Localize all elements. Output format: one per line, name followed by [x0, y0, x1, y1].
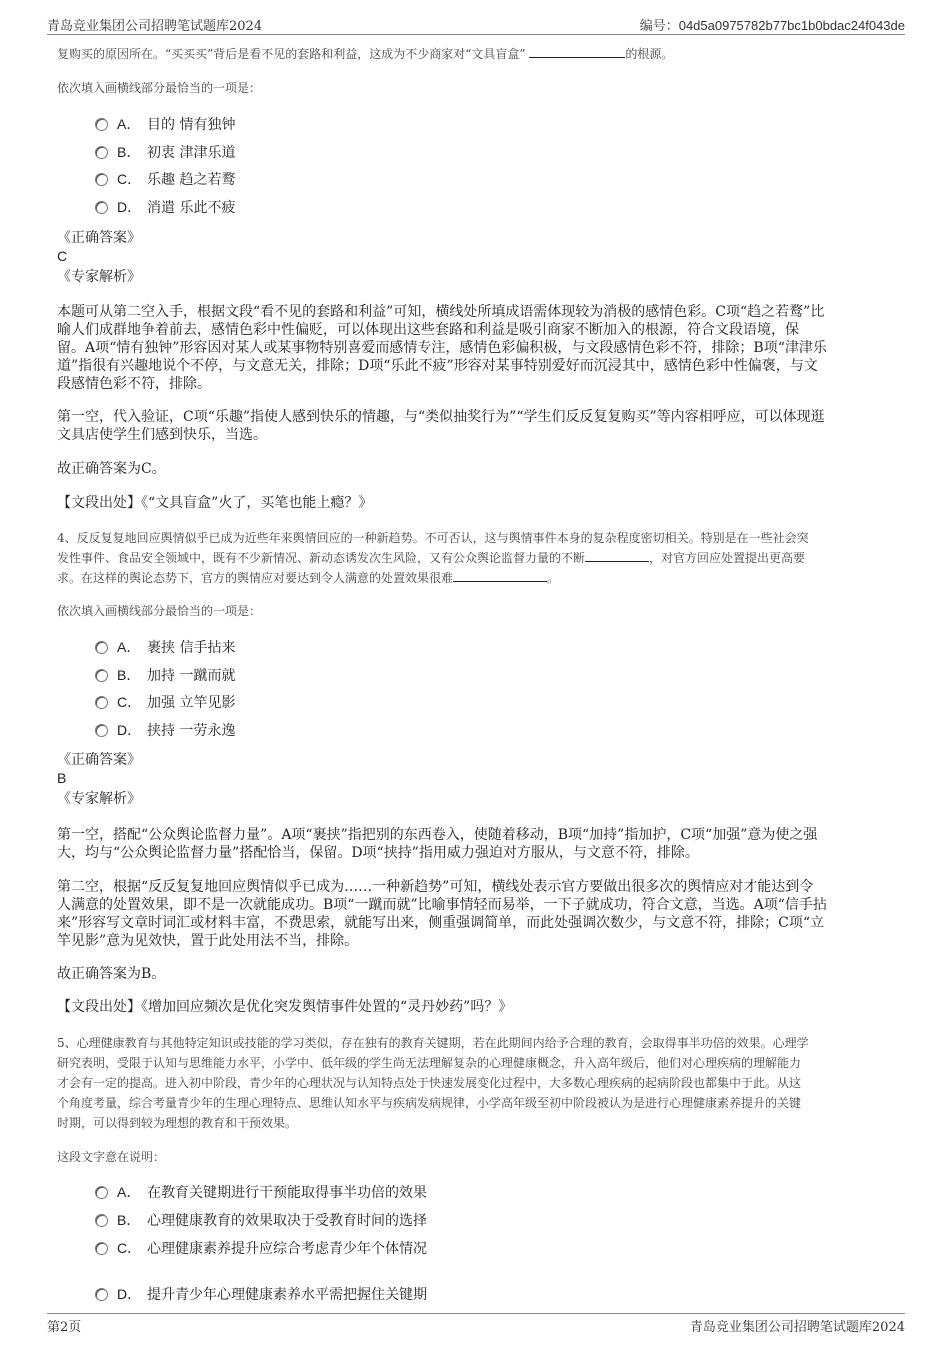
- q3-answer-label: 《正确答案》: [57, 230, 141, 246]
- q5-prompt: 这段文字意在说明：: [57, 1150, 166, 1164]
- radio-icon[interactable]: [95, 696, 108, 709]
- q3-analysis-p1: 本题可从第二空入手，根据文段“看不见的套路和利益”可知，横线处所填成语需体现较为消极的感情色彩。C项“趋之若鹜”比 喻人们成群地争着前去，感情色彩中性偏贬，可以体现出这些套路和利益是吸引商家不断加入的根源，符合文段语境，保 留。A项“情有独钟”形容因对某人或某事物特别喜爱而感情专注，感情色彩偏积极，与文段感情色彩不符，排除；B项“津津乐 道”指很有兴趣地说个不停，与文意无关，排除；D项“乐此不疲”形容对某事特别爱好而沉浸其中，感情色彩中性偏褒，与文 段感情色彩不符，排除。: [57, 304, 827, 392]
- page-footer: [47, 1313, 905, 1336]
- q5-option-d[interactable]: D． 提升青少年心理健康素养水平需把握住关键期: [95, 1284, 427, 1304]
- radio-icon[interactable]: [95, 173, 108, 186]
- q4-conclusion: 故正确答案为B。: [57, 966, 166, 982]
- radio-icon[interactable]: [95, 146, 108, 159]
- blank: [529, 45, 625, 58]
- q3-answer: C: [57, 248, 68, 264]
- page-header: [47, 12, 905, 35]
- q4-passage: 4、反反复复地回应舆情似乎已成为近些年来舆情回应的一种新趋势。不可否认，这与舆情事件本身的复杂程度密切相关。特别是在一些社会突 发性事件、食品安全领域中，既有不少新情况、新动态诱发次生风险，又有公众舆论监督力量的不断 ，对官方回应处置提出更高要 求。在这样的舆论态势下，官方的舆情应对要达到令人满意的处置效果很难 。: [57, 531, 809, 585]
- header-title: 青岛竞业集团公司招聘笔试题库2024: [47, 19, 263, 34]
- q4-source: 【文段出处】《增加回应频次是优化突发舆情事件处置的“灵丹妙药”吗？》: [57, 999, 513, 1015]
- radio-icon[interactable]: [95, 1214, 108, 1227]
- q4-option-d[interactable]: D． 挟持 一劳永逸: [95, 720, 235, 740]
- radio-icon[interactable]: [95, 1186, 108, 1199]
- q3-analysis-p2: 第一空，代入验证，C项“乐趣”指使人感到快乐的情趣，与“类似抽奖行为”“学生们反反复复购买”等内容相呼应，可以体现逛 文具店使学生们感到快乐，当选。: [57, 409, 825, 443]
- q4-option-c[interactable]: C． 加强 立竿见影: [95, 692, 235, 712]
- radio-icon[interactable]: [95, 669, 108, 682]
- q3-conclusion: 故正确答案为C。: [57, 461, 166, 477]
- radio-icon[interactable]: [95, 1242, 108, 1255]
- footer-title: 青岛竞业集团公司招聘笔试题库2024: [689, 1320, 905, 1335]
- radio-icon[interactable]: [95, 641, 108, 654]
- radio-icon[interactable]: [95, 201, 108, 214]
- q3-option-d[interactable]: D． 消遣 乐此不疲: [95, 197, 235, 217]
- q5-option-c[interactable]: C． 心理健康素养提升应综合考虑青少年个体情况: [95, 1238, 427, 1258]
- q3-prompt: 依次填入画横线部分最恰当的一项是：: [57, 81, 262, 95]
- blank: [453, 569, 547, 582]
- q4-analysis-label: 《专家解析》: [57, 791, 141, 807]
- doc-code: 04d5a0975782b77bc1b0bdac24f043de: [678, 18, 905, 33]
- q4-option-b[interactable]: B． 加持 一蹴而就: [95, 665, 235, 685]
- q5-option-a[interactable]: A． 在教育关键期进行干预能取得事半功倍的效果: [95, 1182, 427, 1202]
- q3-passage: 复购买的原因所在。“买买买”背后是看不见的套路和利益，这成为不少商家对“文具盲盒” 的根源。: [57, 47, 674, 61]
- q4-answer-label: 《正确答案》: [57, 752, 141, 768]
- q3-analysis-label: 《专家解析》: [57, 269, 141, 285]
- q3-source: 【文段出处】《“文具盲盒”火了，买笔也能上瘾？》: [57, 495, 373, 511]
- q4-analysis-p1: 第一空，搭配“公众舆论监督力量”。A项“裹挟”指把别的东西卷入，使随着移动，B项“加持”指加护，C项“加强”意为使之强 大，均与“公众舆论监督力量”搭配恰当，保留。D项“挟持”指用威力强迫对方服从，与文意不符，排除。: [57, 827, 818, 861]
- header-id: 编号：04d5a0975782b77bc1b0bdac24f043de: [639, 18, 905, 34]
- q5-passage: 5、心理健康教育与其他特定知识或技能的学习类似，存在独有的教育关键期，若在此期间内给予合理的教育，会取得事半功倍的效果。心理学 研究表明，受限于认知与思维能力水平，小学中、低年级的学生尚无法理解复杂的心理健康概念，升入高年级后，他们对心理疾病的理解能力 才会有一定的提高。进入初中阶段，青少年的心理状况与认知特点处于快速发展变化过程中，大多数心理疾病的起病阶段也都集中于此。从这 个角度考量，综合考量青少年的生理心理特点、思维认知水平与疾病发病规律，小学高年级至初中阶段被认为是进行心理健康素养提升的关键 时期，可以得到较为理想的教育和干预效果。: [57, 1036, 809, 1130]
- q4-prompt: 依次填入画横线部分最恰当的一项是：: [57, 604, 262, 618]
- q3-option-b[interactable]: B． 初衷 津津乐道: [95, 142, 235, 162]
- q3-option-c[interactable]: C． 乐趣 趋之若鹜: [95, 169, 235, 189]
- radio-icon[interactable]: [95, 1288, 108, 1301]
- q4-analysis-p2: 第二空，根据“反反复复地回应舆情似乎已成为……一种新趋势”可知，横线处表示官方要做出很多次的舆情应对才能达到令 人满意的处置效果，即不是一次就能成功。B项“一蹴而就”比喻事情轻而易举，一下子就成功，符合文意，当选。A项“信手拈 来”形容写文章时词汇或材料丰富，不费思索，就能写出来，侧重强调简单，而此处强调次数少，与文意不符，排除；C项“立 竿见影”意为见效快，置于此处用法不当，排除。: [57, 879, 827, 949]
- q5-option-b[interactable]: B． 心理健康教育的效果取决于受教育时间的选择: [95, 1210, 427, 1230]
- q4-answer: B: [57, 770, 67, 786]
- radio-icon[interactable]: [95, 724, 108, 737]
- page-number: 第2页: [47, 1320, 82, 1335]
- q4-option-a[interactable]: A． 裹挟 信手拈来: [95, 637, 235, 657]
- blank: [585, 549, 649, 562]
- q3-option-a[interactable]: A． 目的 情有独钟: [95, 114, 235, 134]
- radio-icon[interactable]: [95, 118, 108, 131]
